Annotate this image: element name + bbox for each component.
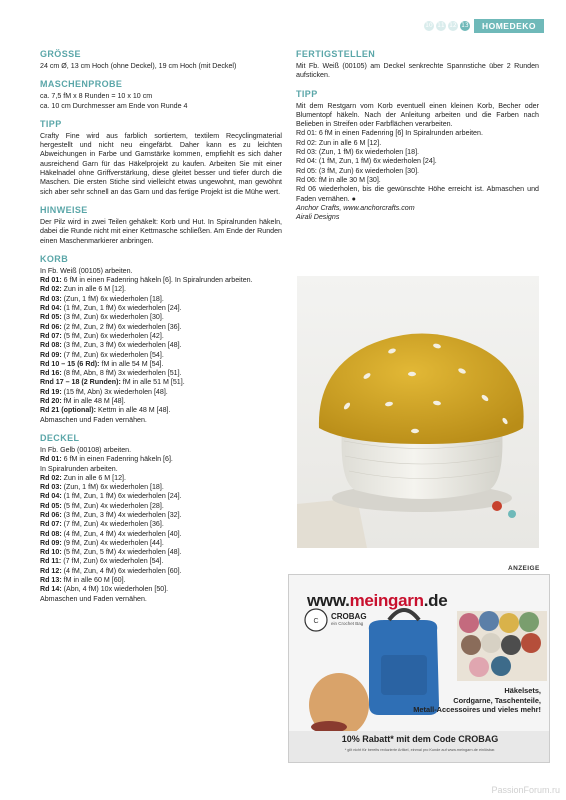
- crobag-subtitle: ein Crochet Bag: [331, 621, 364, 626]
- instruction-text: (Zun, 1 fM) 6x wiederholen [18].: [61, 483, 164, 492]
- instruction-round-label: Rd 16:: [40, 369, 62, 378]
- instruction-round-label: Rd 10:: [40, 548, 62, 557]
- instruction-row: [40, 567, 282, 576]
- crobag-logo: CROBAG: [331, 612, 367, 621]
- instruction-row: [40, 351, 282, 360]
- ad-label: ANZEIGE: [508, 565, 540, 572]
- instruction-round-label: Rd 12:: [40, 566, 62, 575]
- deckel-intro: In Fb. Gelb (00108) arbeiten.: [40, 445, 132, 454]
- instruction-text: (5 fM, Zun, 5 fM) 4x wiederholen [48].: [61, 548, 182, 557]
- instruction-round-label: Rd 10 – 15 (6 Rd):: [40, 359, 100, 368]
- ad-url-prefix: www.: [307, 591, 350, 610]
- instruction-text: (2 fM, Zun, 2 fM) 6x wiederholen [36].: [61, 322, 182, 331]
- instruction-round-label: Rd 06:: [40, 510, 62, 519]
- instruction-row: [40, 483, 282, 492]
- heading-groesse: GRÖSSE: [40, 49, 81, 59]
- instruction-text: (3 fM, Zun, 3 fM) 6x wiederholen [48].: [61, 341, 182, 350]
- fertigstellen-text: Mit Fb. Weiß (00105) am Deckel senkrechte Spannstiche über 2 Runden aufsticken.: [296, 62, 539, 80]
- instruction-round-label: Rd 01:: [40, 455, 62, 464]
- tipp2-row: Rd 06 wiederholen, bis die gewünschte Höhe erreicht ist. Abmaschen und Faden vernähen. ●: [296, 185, 539, 203]
- advertisement[interactable]: [288, 574, 550, 763]
- ad-product-line: Metall-Accessoires und vieles mehr!: [413, 705, 541, 714]
- instruction-text: (3 fM, Zun) 6x wiederholen [30].: [61, 313, 164, 322]
- instruction-row: [40, 313, 282, 322]
- ad-product-line: Häkelsets,: [504, 686, 541, 695]
- instruction-row: [40, 416, 282, 425]
- svg-text:C: C: [313, 618, 319, 625]
- instruction-text: Kettm in alle 48 M [48].: [95, 406, 171, 415]
- instruction-text: (1 fM, Zun, 1 fM) 6x wiederholen [24].: [61, 492, 182, 501]
- instruction-round-label: Rd 09:: [40, 538, 62, 547]
- hinweise-text: Der Pilz wird in zwei Teilen gehäkelt: Korb und Hut. In Spiralrunden häkeln, dabei die Runde nicht mit einer Kettmasche schließen. Am Ende der Runden einen Maschenmarkierer anbringen.: [40, 217, 282, 245]
- deckel-instructions: [40, 455, 282, 604]
- instruction-round-label: Rd 09:: [40, 350, 62, 359]
- page-dot: 10: [425, 22, 433, 29]
- tipp2-row: Rd 05: (3 fM, Zun) 6x wiederholen [30].: [296, 166, 420, 175]
- tipp2-row: Rd 04: (1 fM, Zun, 1 fM) 6x wiederholen [24].: [296, 157, 437, 166]
- tipp2-text: Mit dem Restgarn vom Korb eventuell einen kleinen Korb, Becher oder Blumentopf häkeln. Nach der Anleitung arbeiten und die Farben nach Belieben in Streifen oder Farbflächen verarbeiten.: [296, 101, 539, 129]
- heading-korb: KORB: [40, 253, 69, 264]
- instruction-row: [40, 388, 282, 397]
- heading-maschenprobe: MASCHENPROBE: [40, 79, 123, 90]
- tipp2-row: Rd 03: (Zun, 1 fM) 6x wiederholen [18].: [296, 148, 420, 157]
- instruction-row: [40, 304, 282, 313]
- instruction-text: (Zun, 1 fM) 6x wiederholen [18].: [61, 294, 164, 303]
- instruction-round-label: Rnd 17 – 18 (2 Runden):: [40, 378, 121, 387]
- instruction-text: (9 fM, Zun) 4x wiederholen [44].: [61, 538, 164, 547]
- instruction-row: [40, 502, 282, 511]
- instruction-row: [40, 360, 282, 369]
- korb-instructions: [40, 276, 282, 425]
- heading-deckel: DECKEL: [40, 432, 80, 443]
- instruction-round-label: Rd 04:: [40, 304, 62, 313]
- right-column: [296, 49, 539, 222]
- tipp2-row: Rd 01: 6 fM in einen Fadenring [6] In Spiralrunden arbeiten.: [296, 129, 483, 138]
- instruction-row: [40, 397, 282, 406]
- instruction-round-label: Rd 05:: [40, 313, 62, 322]
- ad-url-suffix: .de: [423, 591, 448, 610]
- instruction-row: [40, 276, 282, 285]
- heading-tipp-2: TIPP: [296, 88, 318, 99]
- ad-product-line: Cordgarne, Taschenteile,: [453, 695, 541, 705]
- instruction-text: fM in alle 51 M [51].: [120, 378, 185, 387]
- instruction-text: Zun in alle 6 M [12].: [61, 473, 126, 482]
- mushroom-basket-illustration: [297, 276, 539, 548]
- page-dot: 11: [437, 22, 445, 29]
- instruction-text: Zun in alle 6 M [12].: [61, 285, 126, 294]
- korb-intro: In Fb. Weiß (00105) arbeiten.: [40, 266, 133, 275]
- instruction-round-label: Rd 19:: [40, 387, 62, 396]
- instruction-text: (Abn, 4 fM) 10x wiederholen [50].: [61, 585, 169, 594]
- left-column: [40, 49, 282, 604]
- instruction-round-label: Rd 04:: [40, 492, 62, 501]
- ad-promo: 10% Rabatt* mit dem Code CROBAG: [341, 734, 499, 744]
- instruction-row: [40, 539, 282, 548]
- maschenprobe-line: ca. 7,5 fM x 8 Runden = 10 x 10 cm: [40, 92, 153, 101]
- tipp-text: Crafty Fine wird aus farblich sortiertem, textilem Recyclingmaterial hergestellt und nicht neu eingefärbt. Daher kann es zu leichten Abweichungen in Farbe und Garnstärke kommen, empfiehlt es sich daher ausreichend Garn für das Häkelprojekt zu kaufen. Arbeiten Sie mit einer Häkelnadel ohne Griffverstärkung, diese gleitet besser und tiefer durch die Maschen. Die ersten Stiche sind vielleicht etwas ungewohnt, man gewöhnt sich aber sehr schnell an das Garn und das fertige Projekt ist die Mühe wert.: [40, 131, 282, 196]
- page-header: [424, 19, 544, 33]
- instruction-row: [40, 474, 282, 483]
- tipp2-row: Rd 02: Zun in alle 6 M [12].: [296, 138, 382, 147]
- instruction-text: (7 fM, Zun) 6x wiederholen [54].: [61, 350, 164, 359]
- instruction-text: fM in alle 54 M [54].: [99, 359, 164, 368]
- instruction-round-label: Rd 21 (optional):: [40, 406, 96, 415]
- instruction-round-label: Rd 11:: [40, 557, 62, 566]
- instruction-round-label: Rd 05:: [40, 501, 62, 510]
- instruction-round-label: Rd 14:: [40, 585, 62, 594]
- instruction-text: (4 fM, Zun, 4 fM) 4x wiederholen [40].: [61, 529, 182, 538]
- instruction-text: Abmaschen und Faden vernähen.: [40, 415, 147, 424]
- heading-fertigstellen: FERTIGSTELLEN: [296, 49, 376, 59]
- ad-fineprint: * gilt nicht für bereits reduzierte Artikel, einmal pro Kunde auf www.meingarn.de einlösbar.: [344, 748, 496, 752]
- instruction-row: [40, 455, 282, 464]
- credit-anchor: Anchor Crafts, www.anchorcrafts.com: [296, 203, 415, 212]
- tipp2-instructions: [296, 129, 539, 203]
- instruction-text: (5 fM, Zun) 6x wiederholen [42].: [61, 331, 164, 340]
- instruction-round-label: Rd 08:: [40, 529, 62, 538]
- instruction-row: [40, 530, 282, 539]
- heading-tipp: TIPP: [40, 118, 62, 129]
- instruction-row: [40, 332, 282, 341]
- instruction-round-label: Rd 13:: [40, 576, 62, 585]
- ad-url[interactable]: [307, 591, 447, 611]
- watermark: PassionForum.ru: [491, 785, 560, 795]
- instruction-row: [40, 378, 282, 387]
- instruction-text: (1 fM, Zun, 1 fM) 6x wiederholen [24].: [61, 304, 182, 313]
- credit-designer: Airali Designs: [296, 213, 340, 222]
- instruction-text: In Spiralrunden arbeiten.: [40, 464, 118, 473]
- instruction-row: [40, 595, 282, 604]
- instruction-row: [40, 557, 282, 566]
- instruction-round-label: Rd 03:: [40, 294, 62, 303]
- instruction-row: [40, 548, 282, 557]
- instruction-row: [40, 406, 282, 415]
- ad-url-brand: meingarn: [349, 591, 424, 610]
- maschenprobe-line: ca. 10 cm Durchmesser am Ende von Runde 4: [40, 101, 188, 110]
- instruction-text: 6 fM in einen Fadenring häkeln [6]. In Spiralrunden arbeiten.: [61, 276, 253, 285]
- groesse-text: 24 cm Ø, 13 cm Hoch (ohne Deckel), 19 cm Hoch (mit Deckel): [40, 62, 237, 70]
- instruction-text: (5 fM, Zun) 4x wiederholen [28].: [61, 501, 164, 510]
- instruction-round-label: Rd 02:: [40, 473, 62, 482]
- page-dot: 12: [449, 22, 457, 29]
- instruction-text: (4 fM, Zun, 4 fM) 6x wiederholen [60].: [61, 566, 182, 575]
- section-label: HOMEDEKO: [474, 19, 544, 33]
- instruction-row: [40, 520, 282, 529]
- instruction-text: (7 fM, Zun) 6x wiederholen [54].: [61, 557, 164, 566]
- mushroom-basket-photo: [297, 276, 539, 548]
- instruction-row: [40, 341, 282, 350]
- page-dot-active: 13: [461, 22, 469, 29]
- instruction-text: fM in alle 60 M [60].: [61, 576, 126, 585]
- instruction-round-label: Rd 07:: [40, 331, 62, 340]
- instruction-row: [40, 295, 282, 304]
- instruction-row: [40, 323, 282, 332]
- instruction-text: (8 fM, Abn, 8 fM) 3x wiederholen [51].: [61, 369, 182, 378]
- instruction-text: (7 fM, Zun) 4x wiederholen [36].: [61, 520, 164, 529]
- instruction-round-label: Rd 06:: [40, 322, 62, 331]
- instruction-text: (3 fM, Zun, 3 fM) 4x wiederholen [32].: [61, 510, 182, 519]
- instruction-text: (15 fM, Abn) 3x wiederholen [48].: [61, 387, 168, 396]
- instruction-round-label: Rd 02:: [40, 285, 62, 294]
- instruction-row: [40, 576, 282, 585]
- instruction-text: 6 fM in einen Fadenring häkeln [6].: [61, 455, 173, 464]
- instruction-row: [40, 492, 282, 501]
- instruction-row: [40, 285, 282, 294]
- instruction-round-label: Rd 20:: [40, 397, 62, 406]
- instruction-round-label: Rd 07:: [40, 520, 62, 529]
- heading-hinweise: HINWEISE: [40, 204, 88, 215]
- instruction-row: [40, 511, 282, 520]
- instruction-round-label: Rd 01:: [40, 276, 62, 285]
- instruction-round-label: Rd 03:: [40, 483, 62, 492]
- instruction-text: fM in alle 48 M [48].: [61, 397, 126, 406]
- instruction-row: [40, 369, 282, 378]
- tipp2-row: Rd 06: fM in alle 30 M [30].: [296, 175, 381, 184]
- instruction-round-label: Rd 08:: [40, 341, 62, 350]
- instruction-row: [40, 585, 282, 594]
- ad-products: [413, 686, 541, 715]
- instruction-row: [40, 465, 282, 474]
- instruction-text: Abmaschen und Faden vernähen.: [40, 594, 147, 603]
